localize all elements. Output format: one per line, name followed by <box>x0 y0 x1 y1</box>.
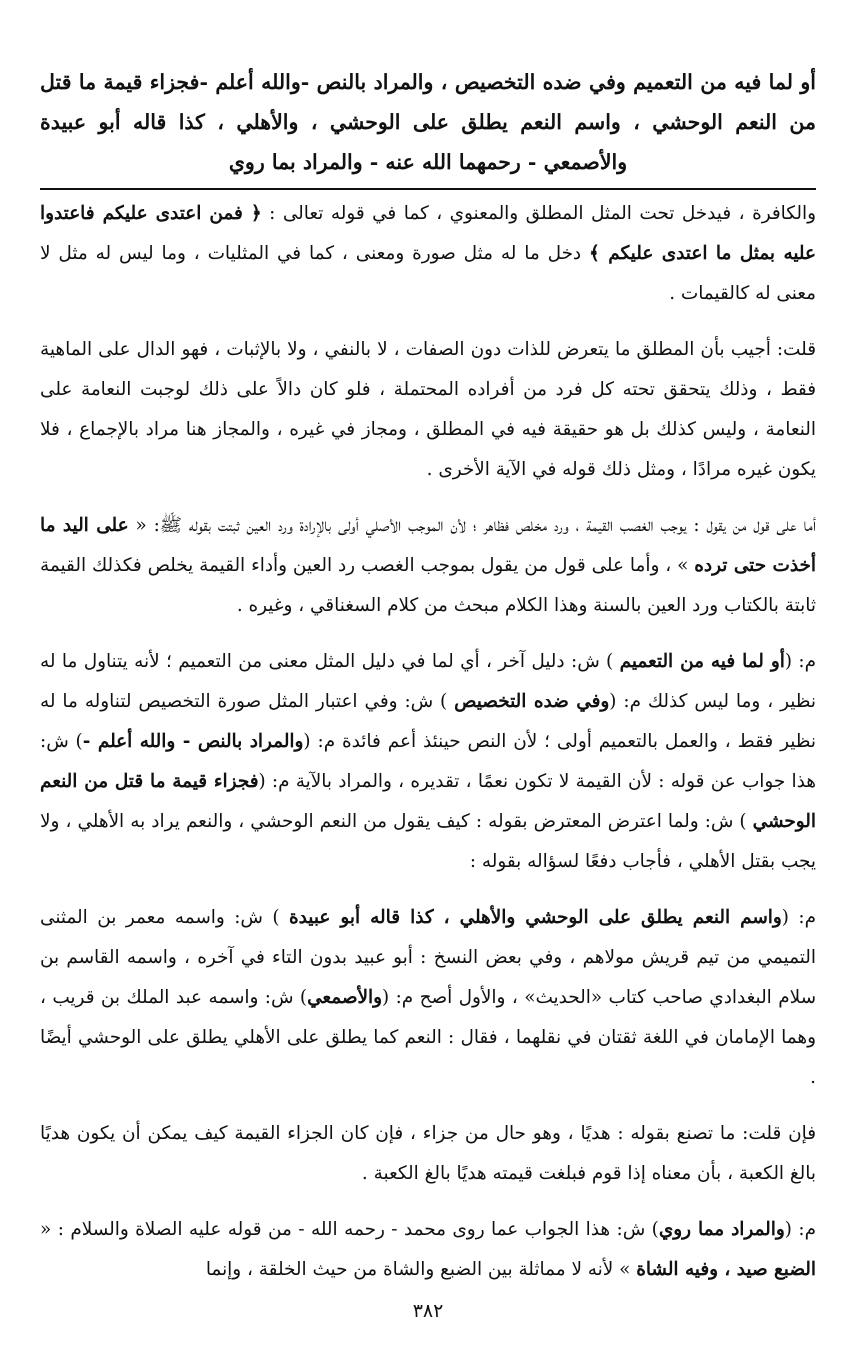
matn-header-text: أو لما فيه من التعميم وفي ضده التخصيص ، والمراد بالنص -والله أعلم -فجزاء قيمة ما قتل من النعم الوحشي ، واسم النعم يطلق على الوحشي ، والأهلي ، كذا قاله أبو عبيدة والأصمعي - رحمهما الله عنه - والمراد بما روي <box>40 70 816 174</box>
body-text: ) ش: دليل آخر ، أي لما في دليل المثل معنى من التعميم ؛ لأنه يتناول ما له نظير ، وما ليس كذلك م: ( <box>40 651 817 712</box>
body-text: ) ش: هذا الجواب عما روى محمد - رحمه الله - من قوله عليه الصلاة والسلام : « <box>40 1219 659 1240</box>
quoted-text: وفي ضده التخصيص <box>454 691 610 712</box>
quoted-text: على اليد ما أخذت حتى ترده <box>40 515 816 576</box>
commentary-paragraph <box>40 1114 816 1194</box>
body-text: ) ش: وفي اعتبار المثل صورة التخصيص لتناوله ما له نظير فقط ، والعمل بالتعميم أولى ؛ لأن النص حينئذ أعم فائدة م: ( <box>40 691 817 752</box>
body-text: فإن قلت: ما تصنع بقوله : هديًا ، وهو حال من جزاء ، فإن كان الجزاء القيمة كيف يمكن أن يكون هديًا بالغ الكعبة ، بأن معناه إذا قوم فبلغت قيمته هديًا بالغ الكعبة . <box>40 1123 816 1184</box>
quoted-text: ﴿ فمن اعتدى عليكم فاعتدوا عليه بمثل ما اعتدى عليكم ﴾ <box>40 203 816 264</box>
commentary-paragraph <box>40 330 816 490</box>
quoted-text: الضبع صيد ، وفيه الشاة <box>636 1259 816 1280</box>
body-text: أما على قول من يقول : يوجب الغصب القيمة ، ورد مخلص فظاهر ؛ لأن الموجب الأصلي أولى بالإرادة ورد العين ثبتت بقوله ﷺ: « <box>128 515 816 536</box>
commentary-paragraph <box>40 194 816 314</box>
quoted-text: والأصمعي <box>307 987 382 1008</box>
quoted-text: فجزاء قيمة ما قتل من النعم الوحشي <box>40 771 816 832</box>
commentary-paragraph <box>40 506 816 626</box>
page-number: ٣٨٢ <box>412 1300 444 1322</box>
body-text: والكافرة ، فيدخل تحت المثل المطلق والمعنوي ، كما في قوله تعالى : <box>261 203 816 224</box>
commentary-paragraph <box>40 1210 816 1290</box>
body-text: م: ( <box>784 1219 816 1240</box>
commentary-paragraph <box>40 898 816 1098</box>
commentary-paragraph <box>40 642 816 882</box>
body-text: قلت: أجيب بأن المطلق ما يتعرض للذات دون الصفات ، لا بالنفي ، ولا بالإثبات ، فهو الدال على الماهية فقط ، وذلك يتحقق تحته كل فرد من أفراده المحتملة ، فلو كان دالاً على ذلك لوجبت النعامة على النعامة ، وليس كذلك بل هو حقيقة فيه في المطلق ، ومجاز في غيره ، والمجاز هنا مراد بالإجماع ، فلا يكون غيره مرادًا ، ومثل ذلك قوله في الآية الأخرى . <box>40 339 816 480</box>
commentary-body <box>40 194 816 1290</box>
quoted-text: والمراد بالنص - والله أعلم - <box>82 731 304 752</box>
body-text: » ، وأما على قول من يقول بموجب الغصب رد العين وأداء القيمة يخلص فكذلك القيمة ثابتة بالكتاب ورد العين بالسنة وهذا الكلام مبحث من كلام السغناقي ، وغيره . <box>40 555 816 616</box>
body-text: دخل ما له مثل صورة ومعنى ، كما في المثليات ، وما ليس له مثل لا معنى له كالقيمات . <box>40 243 816 304</box>
header-divider <box>40 188 816 190</box>
body-text: » لأنه لا مماثلة بين الضبع والشاة من حيث الخلقة ، وإنما <box>205 1259 637 1280</box>
quoted-text: أو لما فيه من التعميم <box>619 651 785 672</box>
body-text: م: ( <box>781 907 817 928</box>
body-text: ) ش: هذا جواب عن قوله : لأن القيمة لا تكون نعمًا ، تقديره ، والمراد بالآية م: ( <box>40 731 816 792</box>
quoted-text: واسم النعم يطلق على الوحشي والأهلي ، كذا قاله أبو عبيدة <box>289 907 782 928</box>
quoted-text: والمراد مما روي <box>658 1219 785 1240</box>
body-text: ) ش: ولما اعترض المعترض بقوله : كيف يقول من النعم الوحشي ، والنعم يراد به الأهلي ، ولا يجب بقتل الأهلي ، فأجاب دفعًا لسؤاله بقوله : <box>40 811 816 872</box>
body-text: ) ش: واسمه عبد الملك بن قريب ، وهما الإمامان في اللغة ثقتان في نقلهما ، فقال : النعم كما يطلق على الأهلي يطلق على الوحشي أيضًا . <box>40 987 816 1088</box>
body-text: م: ( <box>784 651 817 672</box>
body-text: ) ش: واسمه معمر بن المثنى التميمي من تيم قريش مولاهم ، وفي بعض النسخ : أبو عبيد بدون التاء في آخره ، واسمه القاسم بن سلام البغدادي صاحب كتاب «الحديث» ، والأول أصح م: ( <box>40 907 816 1008</box>
